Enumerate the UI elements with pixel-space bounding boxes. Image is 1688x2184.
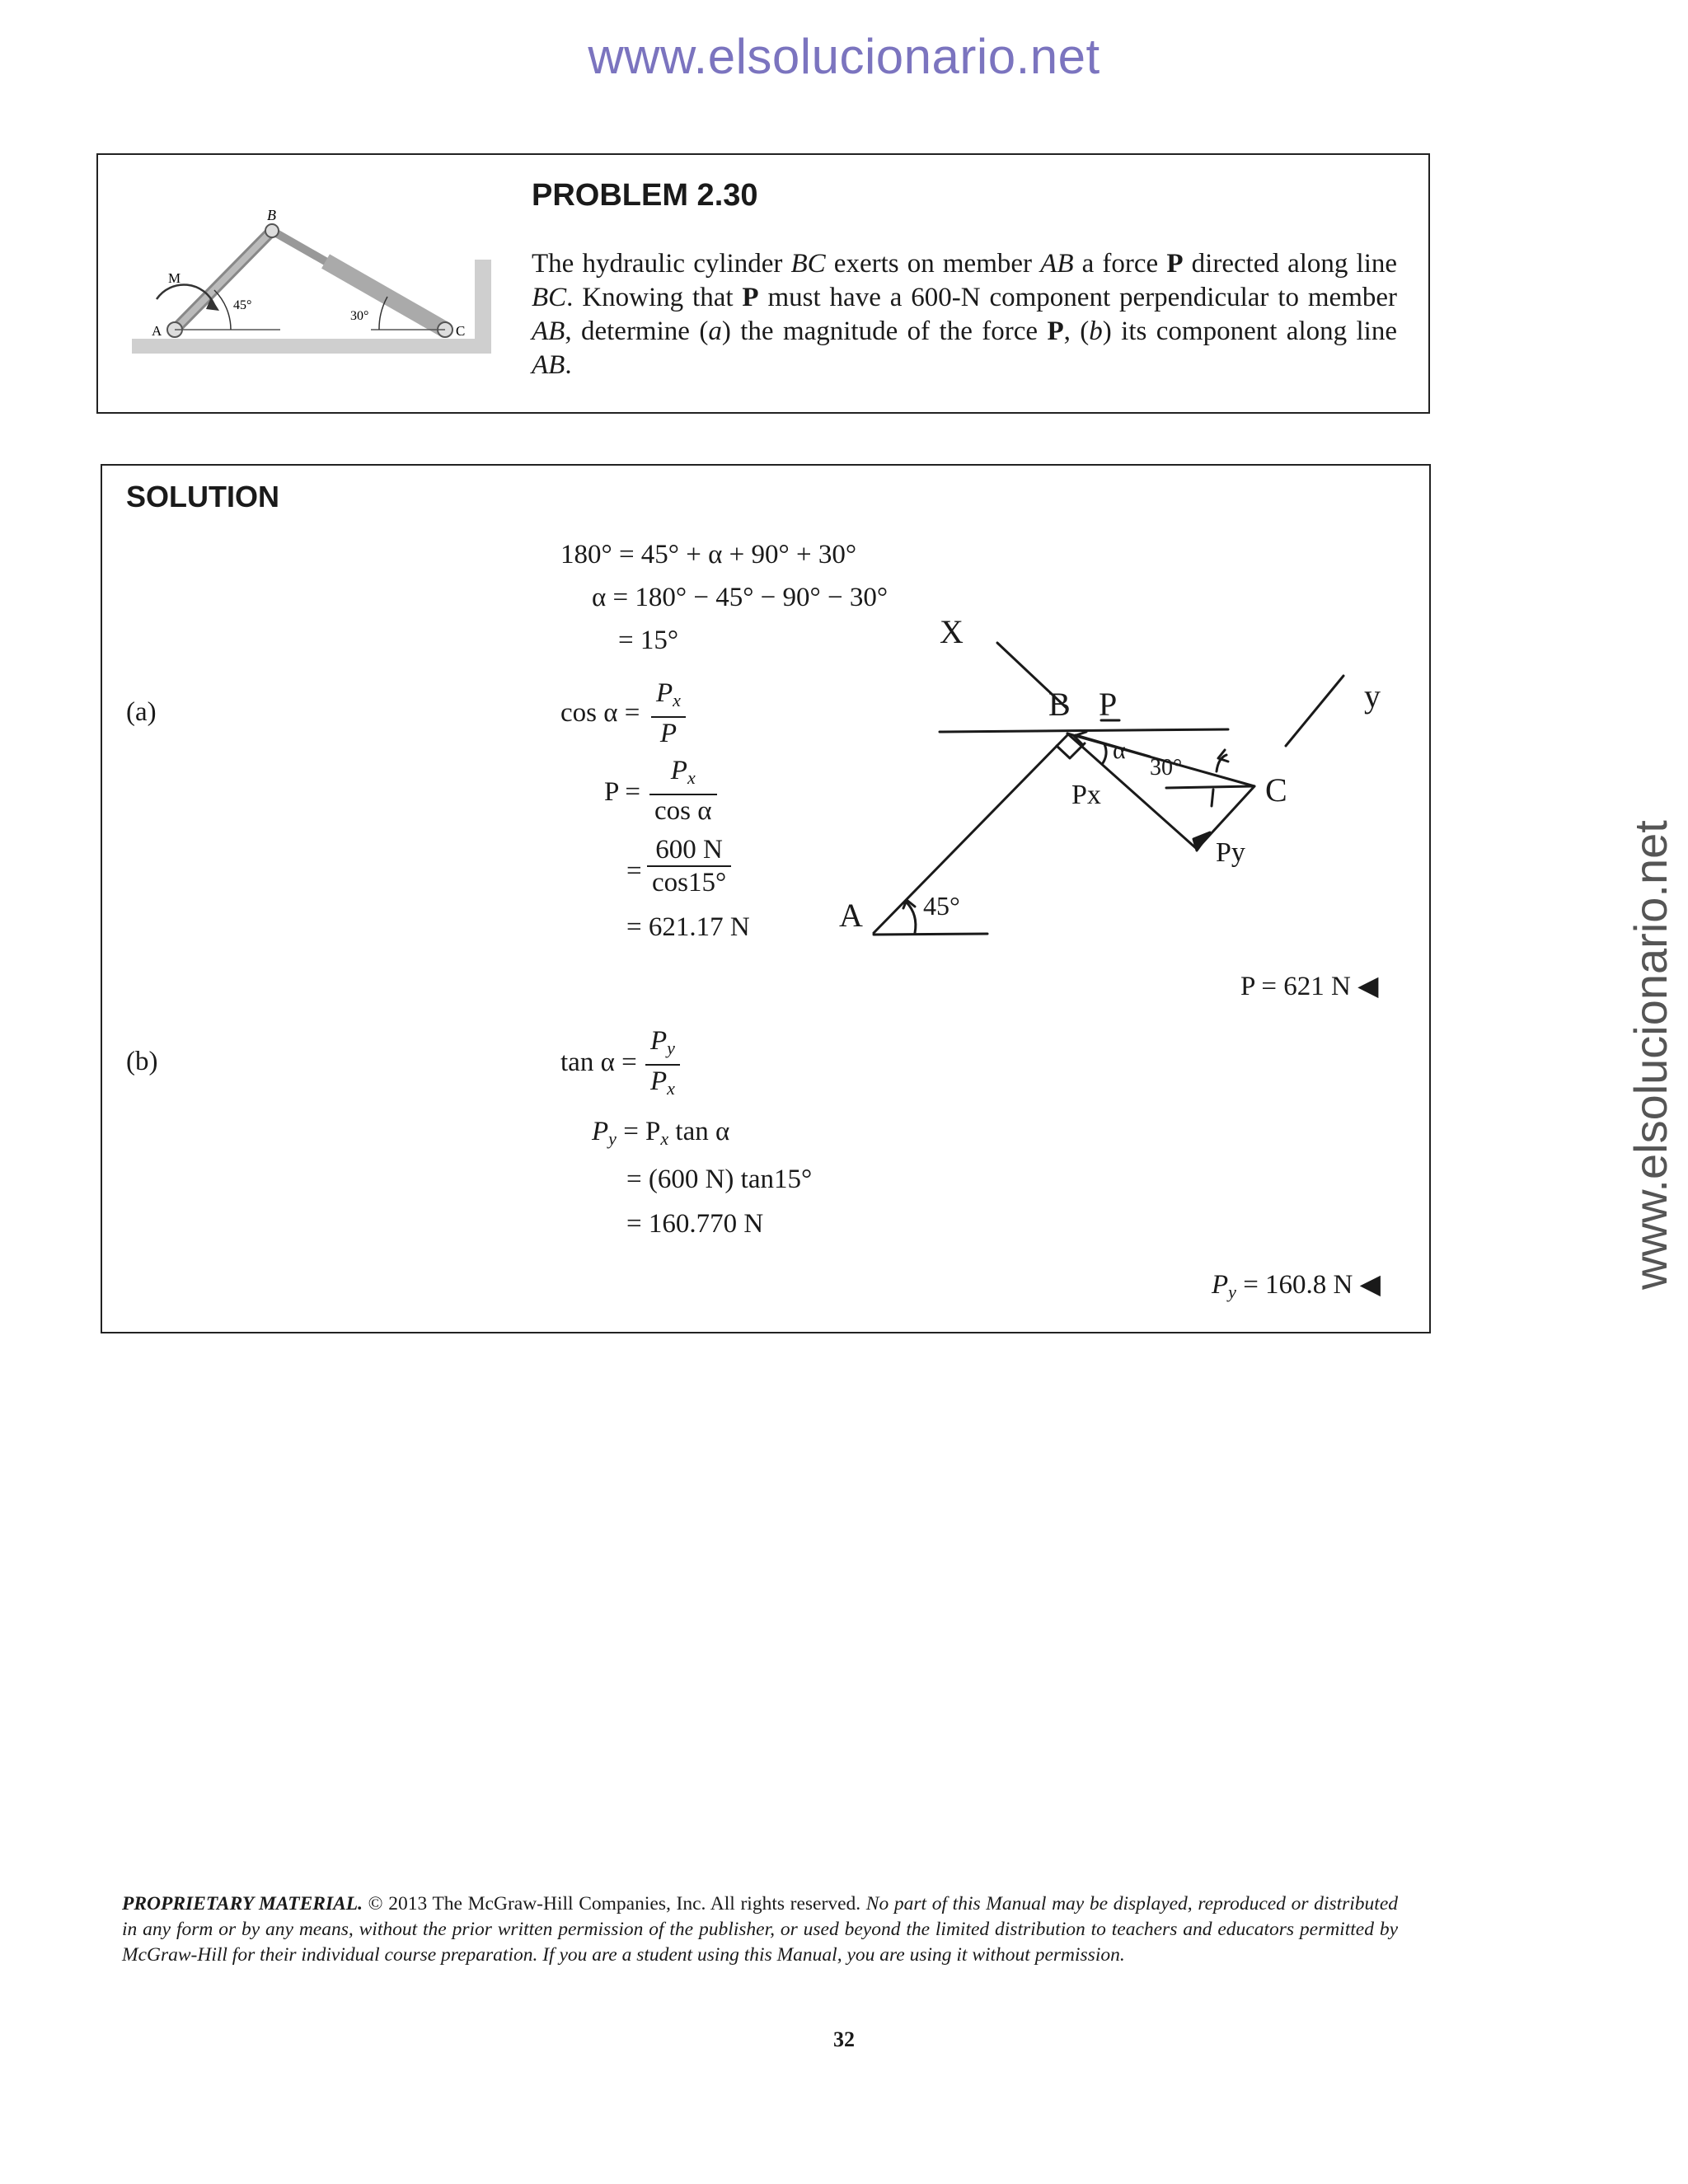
sketch-label-c: C xyxy=(1265,771,1287,808)
answer-b-tail: = 160.8 N ◀ xyxy=(1236,1270,1381,1300)
py-lhs-sub: y xyxy=(608,1128,617,1149)
fraction-600-over-cos15 xyxy=(647,834,731,898)
sketch-arc-tick xyxy=(1212,790,1213,806)
figure-wall xyxy=(475,260,491,354)
angle-eq-3: = 15° xyxy=(618,626,679,655)
sketch-label-45: 45° xyxy=(923,891,960,921)
problem-text-part: AB xyxy=(532,316,565,346)
fraction-numerator xyxy=(651,677,686,718)
problem-text-part: directed along line xyxy=(1183,249,1398,279)
px-den-symbol: P xyxy=(650,1066,668,1096)
problem-text xyxy=(532,247,1397,382)
sketch-alpha-arc xyxy=(1103,744,1106,763)
cos-alpha-lhs: cos α = xyxy=(560,698,640,728)
problem-text-part: The hydraulic cylinder xyxy=(532,249,791,279)
solution-sketch xyxy=(824,610,1418,956)
sketch-label-py: Py xyxy=(1216,837,1245,868)
fraction-numerator-py xyxy=(645,1025,680,1066)
problem-text-part: a xyxy=(708,316,722,346)
problem-text-part: P xyxy=(742,283,759,312)
px-den-subscript: x xyxy=(667,1078,675,1099)
fraction-denominator-cos15: cos15° xyxy=(652,868,727,898)
solution-title: SOLUTION xyxy=(126,480,279,513)
px-subscript-2: x xyxy=(687,767,696,788)
p-lhs: P = xyxy=(604,777,640,807)
fraction-denominator xyxy=(651,718,686,749)
figure-label-m: M xyxy=(168,270,181,286)
py-equation xyxy=(592,1116,729,1155)
sketch-label-p: P xyxy=(1099,686,1118,723)
problem-text-part: , ( xyxy=(1063,316,1090,346)
sketch-base-line xyxy=(874,934,987,935)
angle-eq-2: α = 180° − 45° − 90° − 30° xyxy=(592,583,889,612)
problem-text-part: AB xyxy=(1040,249,1074,279)
problem-text-part: , determine ( xyxy=(565,316,709,346)
answer-a: P = 621 N ◀ xyxy=(1240,972,1379,1001)
problem-figure xyxy=(132,202,495,367)
py-symbol: P xyxy=(650,1026,668,1056)
figure-label-a: A xyxy=(152,323,162,339)
sketch-py-arrowhead xyxy=(1193,832,1210,851)
answer-b-sub: y xyxy=(1228,1282,1236,1302)
problem-text-part: . Knowing that xyxy=(566,283,743,312)
problem-text-part: P xyxy=(1166,249,1184,279)
sketch-label-a: A xyxy=(839,897,863,934)
part-b-label: (b) xyxy=(126,1047,158,1076)
problem-text-part: BC xyxy=(532,283,567,312)
fraction-px-over-cos xyxy=(649,755,717,827)
figure-angle-30: 30° xyxy=(350,309,369,323)
sketch-c-horizontal xyxy=(1166,786,1253,788)
part-a-label: (a) xyxy=(126,697,157,727)
fraction-py-over-px xyxy=(645,1025,680,1104)
problem-text-part: ) its component along line xyxy=(1102,316,1398,346)
sketch-label-px: Px xyxy=(1071,780,1101,810)
tan-alpha-lhs: tan α = xyxy=(560,1047,637,1077)
answer-b-p: P xyxy=(1212,1270,1229,1300)
px-symbol-2: P xyxy=(670,756,687,785)
problem-text-part: BC xyxy=(790,249,826,279)
footer-italic: No part of this Manual may be displayed, reproduced or distributed in any form or by any means, without the prior written permission of the publisher, or used beyond the limited distribution to teachers and educators permitted by McGraw-Hill for their individual course preparation. If you are a student using this Manual, you are using it without permission. xyxy=(122,1893,1399,1966)
sketch-label-x: X xyxy=(940,613,964,650)
fraction-px-over-p xyxy=(651,677,686,749)
py-line-2: = (600 N) tan15° xyxy=(626,1165,813,1194)
footer-bold-label: PROPRIETARY MATERIAL. xyxy=(122,1893,363,1915)
angle-eq-1: 180° = 45° + α + 90° + 30° xyxy=(560,540,857,569)
py-rhs-tail: tan α xyxy=(668,1117,730,1146)
fraction-denominator-px xyxy=(645,1066,680,1104)
member-ab-edge xyxy=(175,231,272,330)
figure-ground xyxy=(132,339,491,354)
result-621-17: = 621.17 N xyxy=(626,912,750,942)
page-number: 32 xyxy=(833,2027,855,2051)
fraction-numerator-600: 600 N xyxy=(647,834,731,867)
cylinder-body xyxy=(326,261,445,330)
sketch-label-y: y xyxy=(1364,677,1381,715)
sketch-member-ab xyxy=(874,735,1067,933)
pin-b xyxy=(265,224,279,237)
figure-label-b: B xyxy=(267,207,276,223)
watermark-top[interactable] xyxy=(0,28,1688,85)
figure-angle-45: 45° xyxy=(233,298,252,312)
p-symbol: P xyxy=(659,719,678,748)
problem-title: PROBLEM 2.30 xyxy=(532,178,758,213)
sketch-label-30: 30° xyxy=(1150,755,1183,780)
problem-text-part: b xyxy=(1089,316,1103,346)
problem-text-part: exerts on member xyxy=(825,249,1041,279)
footer-proprietary xyxy=(122,1891,1398,1968)
py-lhs: P xyxy=(592,1117,609,1146)
fraction-numerator-px xyxy=(649,755,717,795)
py-rhs: = P xyxy=(623,1117,661,1146)
problem-text-part: a force xyxy=(1073,249,1167,279)
problem-text-part: must have a 600-N component perpendicular to member xyxy=(758,283,1397,312)
px-subscript: x xyxy=(673,690,681,710)
px-symbol: P xyxy=(656,678,673,708)
eq-sign: = xyxy=(626,856,642,886)
sketch-y-axis xyxy=(1286,676,1343,746)
problem-text-part: ) the magnitude of the force xyxy=(721,316,1048,346)
py-rhs-sub: x xyxy=(660,1128,669,1149)
problem-text-part: P xyxy=(1047,316,1064,346)
problem-text-part: AB xyxy=(532,350,565,380)
sketch-label-b: B xyxy=(1048,686,1071,723)
answer-b xyxy=(1212,1269,1381,1308)
figure-label-c: C xyxy=(456,323,466,339)
watermark-top-text: www.elsolucionario.net xyxy=(588,29,1100,84)
problem-text-part: . xyxy=(565,350,572,380)
fraction-denominator-cos: cos α xyxy=(654,796,712,826)
py-line-3: = 160.770 N xyxy=(626,1209,764,1239)
footer-copyright: © 2013 The McGraw-Hill Companies, Inc. All rights reserved. xyxy=(363,1893,866,1915)
sketch-label-alpha: α xyxy=(1113,737,1126,764)
py-subscript: y xyxy=(667,1038,675,1058)
watermark-side: www.elsolucionario.net xyxy=(1625,820,1676,1290)
